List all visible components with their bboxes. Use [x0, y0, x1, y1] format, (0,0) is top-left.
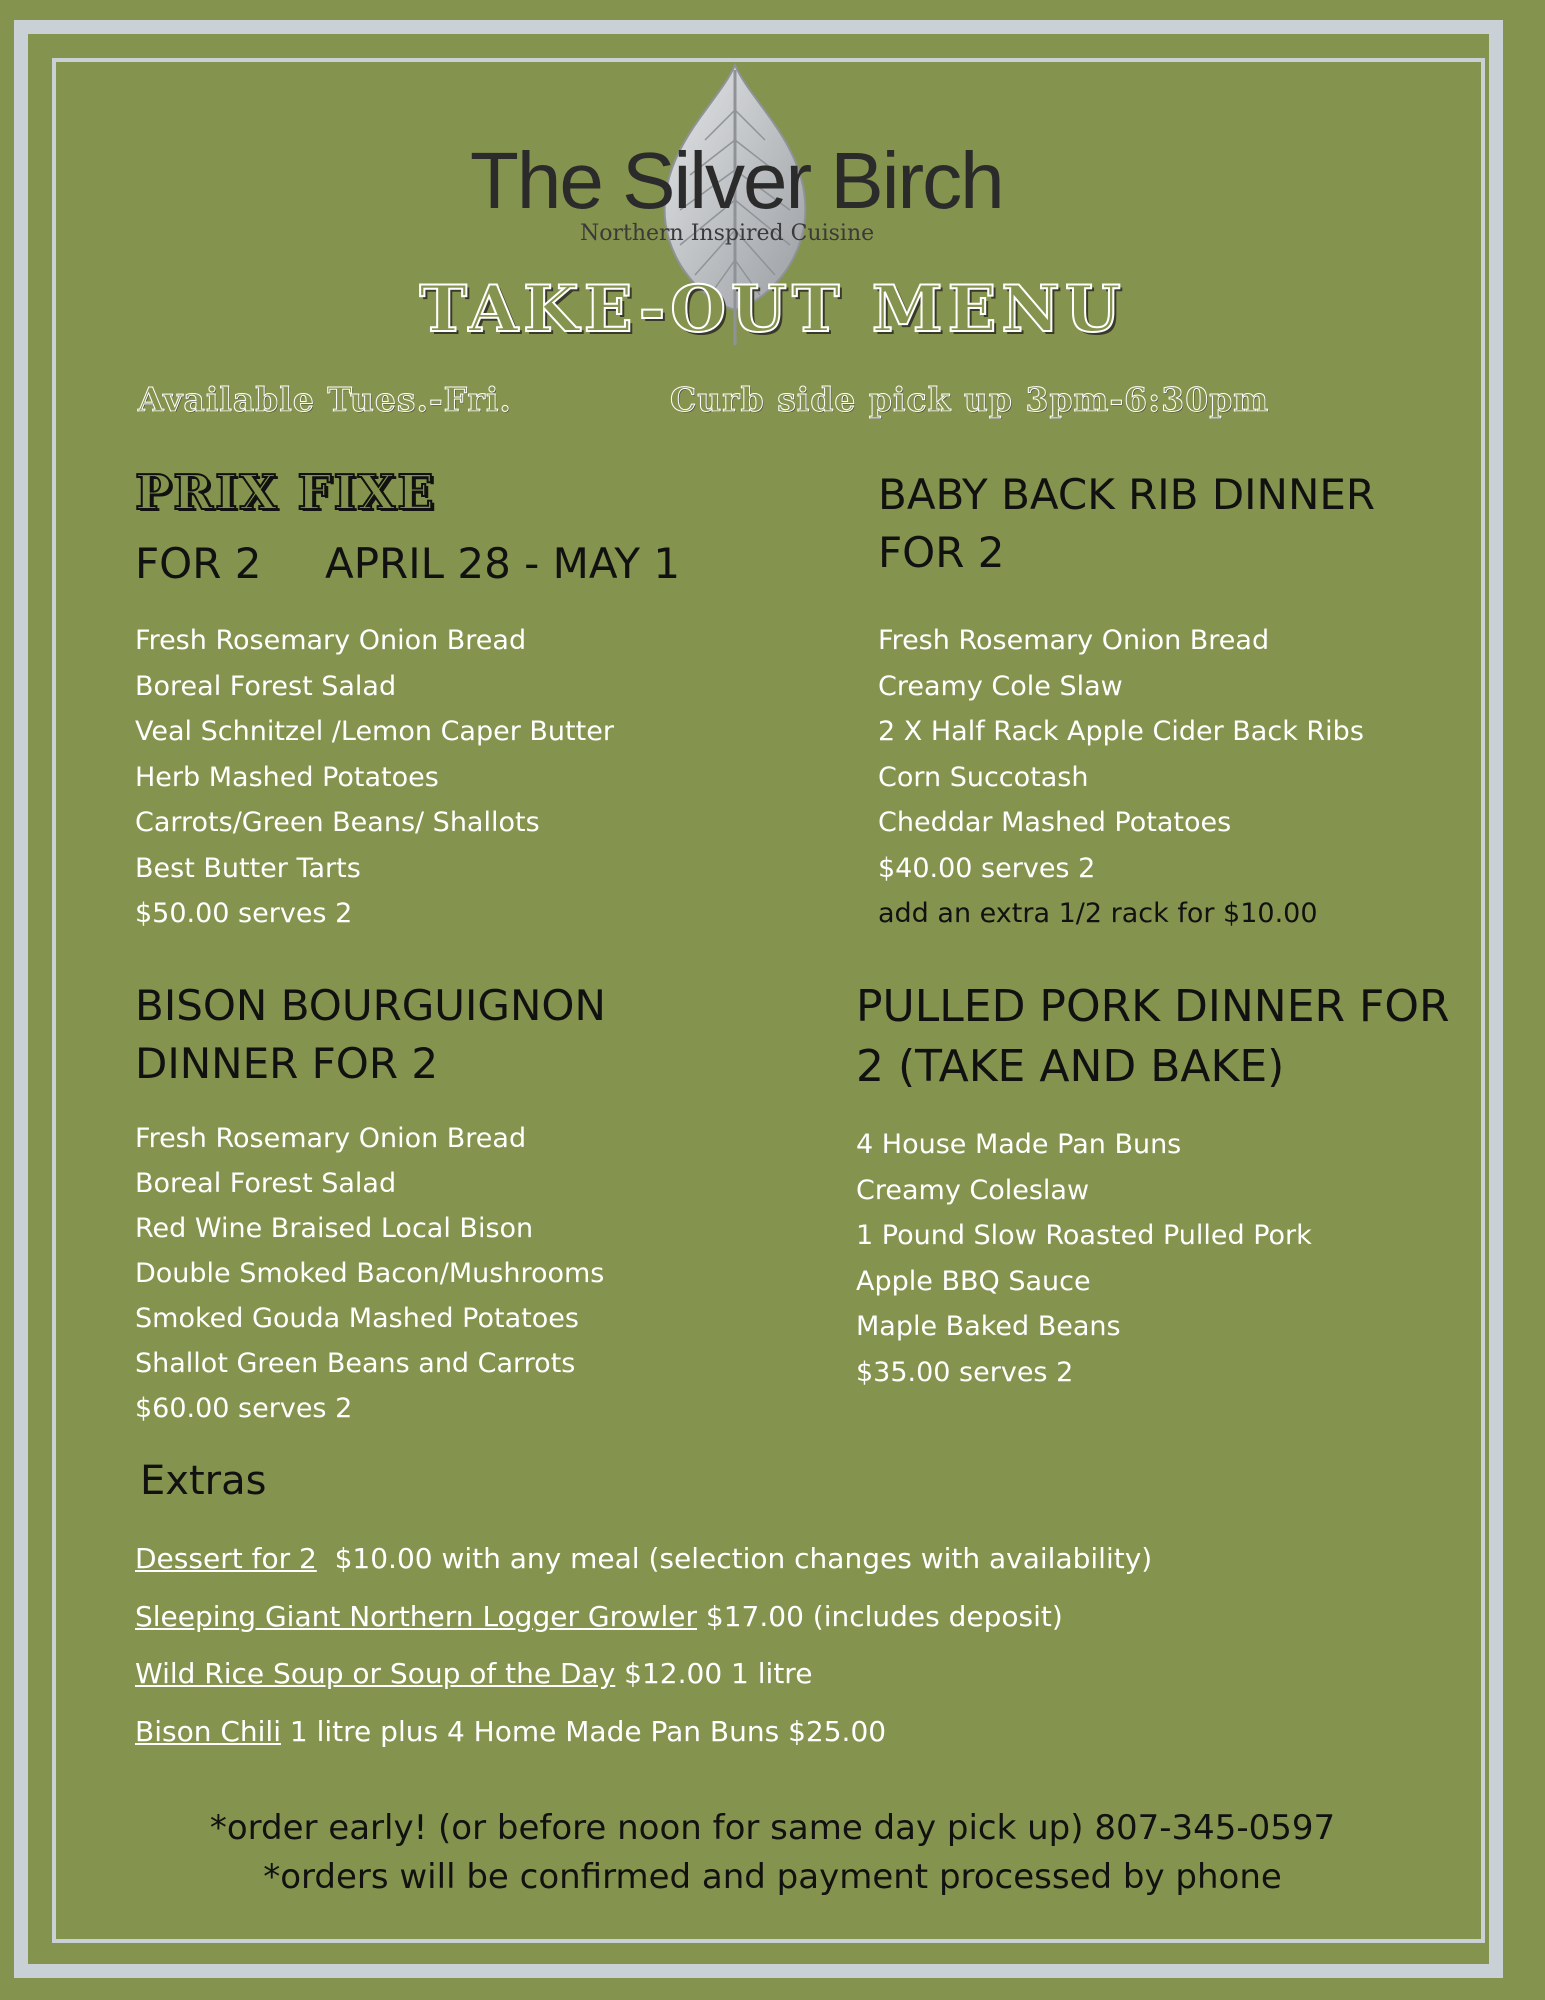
ribs-items [878, 627, 1364, 946]
bison-items [135, 1125, 604, 1440]
menu-item: Smoked Gouda Mashed Potatoes [135, 1303, 579, 1334]
extra-item-detail: $12.00 1 litre [615, 1657, 813, 1690]
footer-confirm-note: *orders will be confirmed and payment processed by phone [263, 1857, 1282, 1897]
menu-item: 2 X Half Rack Apple Cider Back Ribs [878, 716, 1364, 747]
ribs-heading-line1: BABY BACK RIB DINNER [878, 470, 1376, 519]
menu-item: Double Smoked Bacon/Mushrooms [135, 1258, 605, 1289]
prix-fixe-items [135, 627, 614, 946]
menu-item: Creamy Cole Slaw [878, 670, 1123, 702]
menu-item: Veal Schnitzel /Lemon Caper Butter [135, 716, 614, 747]
extra-item [135, 1715, 886, 1748]
logo-name: The Silver Birch [470, 136, 1003, 225]
menu-item: $60.00 serves 2 [135, 1393, 353, 1424]
menu-item: Herb Mashed Potatoes [135, 761, 439, 793]
menu-item: Fresh Rosemary Onion Bread [878, 625, 1270, 656]
menu-item: $50.00 serves 2 [135, 898, 353, 929]
pickup-hours: Curb side pick up 3pm-6:30pm [670, 380, 1270, 419]
bison-heading-line1: BISON BOURGUIGNON [135, 981, 606, 1030]
menu-item: 4 House Made Pan Buns [856, 1129, 1182, 1160]
extra-item [135, 1542, 1152, 1575]
extra-item-name: Sleeping Giant Northern Logger Growler [135, 1600, 698, 1633]
menu-item: Fresh Rosemary Onion Bread [135, 625, 527, 656]
footer-order-note: *order early! (or before noon for same day pick up) 807-345-0597 [209, 1808, 1336, 1848]
extra-item-name: Wild Rice Soup or Soup of the Day [135, 1657, 616, 1690]
extra-item-detail: 1 litre plus 4 Home Made Pan Buns $25.00 [281, 1715, 887, 1748]
menu-item: Boreal Forest Salad [135, 670, 397, 702]
extra-rack-note: add an extra 1/2 rack for $10.00 [878, 898, 1318, 929]
menu-item: 1 Pound Slow Roasted Pulled Pork [856, 1220, 1312, 1251]
prix-fixe-dates: APRIL 28 - MAY 1 [325, 539, 681, 588]
menu-item: Cheddar Mashed Potatoes [878, 807, 1232, 838]
prix-fixe-for: FOR 2 [135, 539, 262, 588]
logo-tagline: Northern Inspired Cuisine [580, 221, 875, 246]
menu-item: Red Wine Braised Local Bison [135, 1213, 534, 1244]
extra-item-detail: $17.00 (includes deposit) [697, 1600, 1063, 1633]
menu-item: $40.00 serves 2 [878, 852, 1096, 884]
extra-item [135, 1657, 812, 1690]
extra-item-name: Bison Chili [135, 1715, 281, 1748]
bison-heading-line2: DINNER FOR 2 [135, 1039, 439, 1088]
ribs-heading-line2: FOR 2 [878, 528, 1005, 577]
page-title: TAKE-OUT MENU [419, 272, 1126, 347]
pork-heading-line1: PULLED PORK DINNER FOR [856, 981, 1450, 1032]
prix-fixe-heading: PRIX FIXE [135, 465, 436, 521]
extras-heading: Extras [140, 1458, 267, 1504]
menu-item: $35.00 serves 2 [856, 1356, 1074, 1388]
menu-item: Carrots/Green Beans/ Shallots [135, 807, 540, 838]
menu-item: Corn Succotash [878, 761, 1089, 793]
extra-item-name: Dessert for 2 [135, 1542, 317, 1575]
pork-items [856, 1131, 1312, 1404]
menu-item: Maple Baked Beans [856, 1311, 1121, 1342]
menu-item: Apple BBQ Sauce [856, 1265, 1091, 1297]
menu-item: Fresh Rosemary Onion Bread [135, 1123, 527, 1154]
availability-days: Available Tues.-Fri. [138, 380, 512, 419]
menu-item: Boreal Forest Salad [135, 1168, 397, 1199]
menu-item: Best Butter Tarts [135, 852, 361, 884]
extra-item [135, 1600, 1063, 1633]
menu-item: Shallot Green Beans and Carrots [135, 1348, 576, 1379]
menu-item: Creamy Coleslaw [856, 1174, 1090, 1206]
extra-item-detail: $10.00 with any meal (selection changes with availability) [316, 1542, 1153, 1575]
pork-heading-line2: 2 (TAKE AND BAKE) [856, 1041, 1285, 1092]
